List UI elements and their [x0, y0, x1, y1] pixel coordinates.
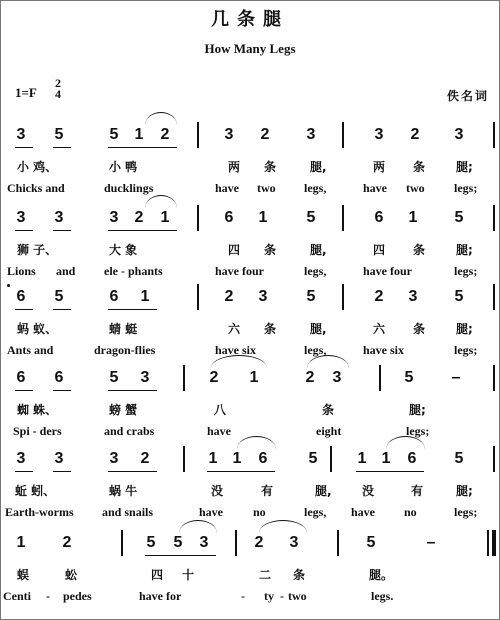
music-system-1 — [1, 126, 500, 214]
note: 2 — [160, 126, 170, 143]
lyric-chinese: 条 — [322, 403, 335, 417]
lyric-chinese: 蚯 蚓、 — [15, 484, 56, 498]
lyric-english: legs, — [304, 181, 327, 195]
beam-underline — [15, 147, 33, 148]
note: 3 — [332, 369, 342, 386]
lyric-english: Earth-worms — [5, 505, 74, 519]
note: 3 — [109, 209, 119, 226]
music-system-2 — [1, 209, 500, 297]
note: 3 — [16, 450, 26, 467]
note: 5 — [306, 288, 316, 305]
note: 1 — [16, 534, 26, 551]
note: 1 — [160, 209, 170, 226]
beam-underline — [15, 390, 33, 391]
lyric-english: - — [241, 589, 245, 603]
note: 2 — [224, 288, 234, 305]
lyric-english: legs; — [454, 505, 478, 519]
barline — [487, 530, 489, 556]
lyric-chinese: 没 — [211, 484, 224, 498]
note: 5 — [109, 126, 119, 143]
lyric-english: no — [253, 505, 266, 519]
lyric-chinese: 两 — [228, 160, 241, 174]
note: 6 — [258, 450, 268, 467]
beam-underline — [145, 555, 216, 556]
lyric-english: have — [363, 181, 387, 195]
lyric-english: have four — [363, 264, 412, 278]
lyric-english: and snails — [102, 505, 154, 519]
note: 5 — [366, 534, 376, 551]
lyric-english: Lions — [7, 264, 36, 278]
barline — [235, 530, 237, 556]
note: 1 — [134, 126, 144, 143]
note: – — [451, 369, 461, 386]
music-system-6 — [1, 534, 500, 620]
beam-underline — [15, 471, 33, 472]
note: 2 — [374, 288, 384, 305]
note: 5 — [109, 369, 119, 386]
note: 1 — [249, 369, 259, 386]
beam-underline — [108, 147, 177, 148]
note: 6 — [109, 288, 119, 305]
barline — [342, 284, 344, 310]
barline — [492, 530, 496, 556]
barline — [493, 284, 495, 310]
lyric-english: Spi - ders — [13, 424, 62, 438]
note: 2 — [62, 534, 72, 551]
lyric-english: legs; — [454, 343, 478, 357]
note: 3 — [16, 209, 26, 226]
lyric-english: two — [257, 181, 276, 195]
lyric-english: ty — [264, 589, 274, 603]
lyric-chinese: 蜻 蜓 — [109, 322, 138, 336]
barline — [183, 365, 185, 391]
lyric-chinese: 蚣 — [65, 568, 78, 582]
barline — [493, 205, 495, 231]
lyric-english: ducklings — [104, 181, 154, 195]
beam-underline — [108, 230, 177, 231]
barline — [197, 284, 199, 310]
lyric-chinese: 蜗 牛 — [109, 484, 138, 498]
note: 1 — [208, 450, 218, 467]
beam-underline — [53, 230, 71, 231]
note: 5 — [306, 209, 316, 226]
lyric-chinese: 条 — [293, 568, 306, 582]
barline — [197, 205, 199, 231]
lyric-chinese: 两 — [373, 160, 386, 174]
note: 1 — [357, 450, 367, 467]
lyric-english: and crabs — [104, 424, 155, 438]
lyric-chinese: 小 鸡、 — [17, 160, 58, 174]
lyric-english: and — [56, 264, 76, 278]
lyric-chinese: 腿; — [456, 243, 473, 257]
lyric-chinese: 条 — [413, 322, 426, 336]
note: 5 — [454, 209, 464, 226]
lyric-chinese: 十 — [182, 568, 195, 582]
lyric-english: ele - phants — [104, 264, 163, 278]
note: 5 — [308, 450, 318, 467]
lyric-chinese: 腿; — [409, 403, 426, 417]
lyric-chinese: 条 — [413, 243, 426, 257]
lyric-english: Centi — [3, 589, 31, 603]
note: 3 — [289, 534, 299, 551]
title-english: How Many Legs — [204, 41, 296, 56]
note: 3 — [258, 288, 268, 305]
lyric-chinese: 八 — [214, 403, 227, 417]
lyric-chinese: 腿, — [310, 160, 327, 174]
beam-underline — [53, 309, 71, 310]
note: 3 — [109, 450, 119, 467]
note: 2 — [305, 369, 315, 386]
note: 3 — [140, 369, 150, 386]
barline — [379, 365, 381, 391]
note: 2 — [260, 126, 270, 143]
lyric-english: Chicks and — [7, 181, 65, 195]
lyric-english: dragon-flies — [94, 343, 156, 357]
note: 3 — [16, 126, 26, 143]
note: 2 — [254, 534, 264, 551]
note: 1 — [232, 450, 242, 467]
lyric-chinese: 二 — [259, 568, 272, 582]
lyric-chinese: 条 — [264, 160, 277, 174]
lyric-chinese: 腿, — [310, 243, 327, 257]
lyric-english: - — [280, 589, 284, 603]
lyric-english: have six — [215, 343, 257, 357]
note: 1 — [258, 209, 268, 226]
lyric-english: two — [406, 181, 425, 195]
note: 1 — [140, 288, 150, 305]
lyric-chinese: 蚂 蚁、 — [17, 322, 58, 336]
lyric-english: - — [46, 589, 50, 603]
beam-underline — [53, 390, 71, 391]
lyric-chinese: 条 — [264, 322, 277, 336]
lyric-chinese: 六 — [228, 322, 241, 336]
note: 6 — [224, 209, 234, 226]
lyric-english: pedes — [63, 589, 92, 603]
lyric-english: eight — [316, 424, 342, 438]
octave-dot — [7, 284, 10, 287]
lyric-chinese: 蜘 蛛、 — [17, 403, 58, 417]
lyric-english: have — [207, 424, 231, 438]
barline — [337, 530, 339, 556]
note: 5 — [454, 450, 464, 467]
lyric-chinese: 有 — [411, 484, 424, 498]
time-signature-top: 2 — [55, 76, 61, 90]
note: 6 — [54, 369, 64, 386]
slur-arc — [145, 112, 177, 125]
note: 5 — [146, 534, 156, 551]
lyric-english: legs; — [406, 424, 430, 438]
lyric-chinese: 狮 子、 — [17, 243, 58, 257]
barline — [493, 122, 495, 148]
note: 5 — [54, 288, 64, 305]
lyric-english: have six — [363, 343, 405, 357]
note: 5 — [54, 126, 64, 143]
lyric-english: have — [199, 505, 223, 519]
beam-underline — [15, 309, 33, 310]
beam-underline — [207, 471, 275, 472]
lyric-english: legs; — [454, 181, 478, 195]
lyric-english: no — [404, 505, 417, 519]
barline — [183, 446, 185, 472]
lyric-chinese: 有 — [261, 484, 274, 498]
lyric-chinese: 没 — [362, 484, 375, 498]
note: 3 — [54, 450, 64, 467]
title-chinese: 几条腿 — [211, 9, 289, 30]
lyric-chinese: 条 — [413, 160, 426, 174]
lyric-chinese: 四 — [373, 243, 386, 257]
key-signature: 1=F — [15, 85, 37, 100]
lyric-english: legs, — [304, 505, 327, 519]
lyric-english: have — [215, 181, 239, 195]
lyric-chinese: 腿。 — [369, 568, 394, 582]
lyric-english: legs. — [371, 589, 394, 603]
note: – — [426, 534, 436, 551]
lyric-chinese: 条 — [264, 243, 277, 257]
lyric-chinese: 腿; — [456, 160, 473, 174]
barline — [330, 446, 332, 472]
note: 3 — [224, 126, 234, 143]
note: 2 — [410, 126, 420, 143]
lyric-chinese: 六 — [373, 322, 386, 336]
lyric-chinese: 小 鸭 — [109, 160, 138, 174]
lyric-english: legs, — [304, 343, 327, 357]
beam-underline — [108, 309, 157, 310]
lyricist-credit: 佚名词 — [446, 89, 489, 103]
lyric-chinese: 腿; — [456, 322, 473, 336]
beam-underline — [108, 471, 157, 472]
barline — [342, 122, 344, 148]
beam-underline — [53, 147, 71, 148]
barline — [493, 365, 495, 391]
lyric-english: Ants and — [7, 343, 54, 357]
lyric-english: have — [351, 505, 375, 519]
lyric-english: legs, — [304, 264, 327, 278]
note: 3 — [374, 126, 384, 143]
note: 6 — [374, 209, 384, 226]
lyric-english: legs; — [454, 264, 478, 278]
barline — [121, 530, 123, 556]
lyric-chinese: 四 — [151, 568, 164, 582]
music-system-5 — [1, 450, 500, 538]
beam-underline — [53, 471, 71, 472]
lyric-chinese: 螃 蟹 — [109, 403, 138, 417]
note: 3 — [454, 126, 464, 143]
lyric-chinese: 大 象 — [109, 243, 138, 257]
note: 3 — [306, 126, 316, 143]
note: 1 — [381, 450, 391, 467]
lyric-english: have for — [139, 589, 182, 603]
lyric-english: two — [288, 589, 307, 603]
note: 5 — [173, 534, 183, 551]
note: 3 — [199, 534, 209, 551]
lyric-chinese: 腿, — [310, 322, 327, 336]
note: 2 — [209, 369, 219, 386]
lyric-chinese: 蜈 — [17, 568, 30, 582]
note: 2 — [140, 450, 150, 467]
barline — [493, 446, 495, 472]
barline — [342, 205, 344, 231]
beam-underline — [356, 471, 424, 472]
note: 1 — [408, 209, 418, 226]
beam-underline — [15, 230, 33, 231]
note: 6 — [16, 288, 26, 305]
beam-underline — [108, 390, 157, 391]
note: 6 — [16, 369, 26, 386]
note: 5 — [404, 369, 414, 386]
note: 5 — [454, 288, 464, 305]
time-signature-bottom: 4 — [55, 87, 61, 101]
time-signature — [55, 78, 61, 100]
note: 3 — [408, 288, 418, 305]
barline — [197, 122, 199, 148]
lyric-english: have four — [215, 264, 264, 278]
lyric-chinese: 四 — [228, 243, 241, 257]
note: 6 — [407, 450, 417, 467]
lyric-chinese: 腿; — [456, 484, 473, 498]
note: 2 — [134, 209, 144, 226]
note: 3 — [54, 209, 64, 226]
lyric-chinese: 腿, — [315, 484, 332, 498]
